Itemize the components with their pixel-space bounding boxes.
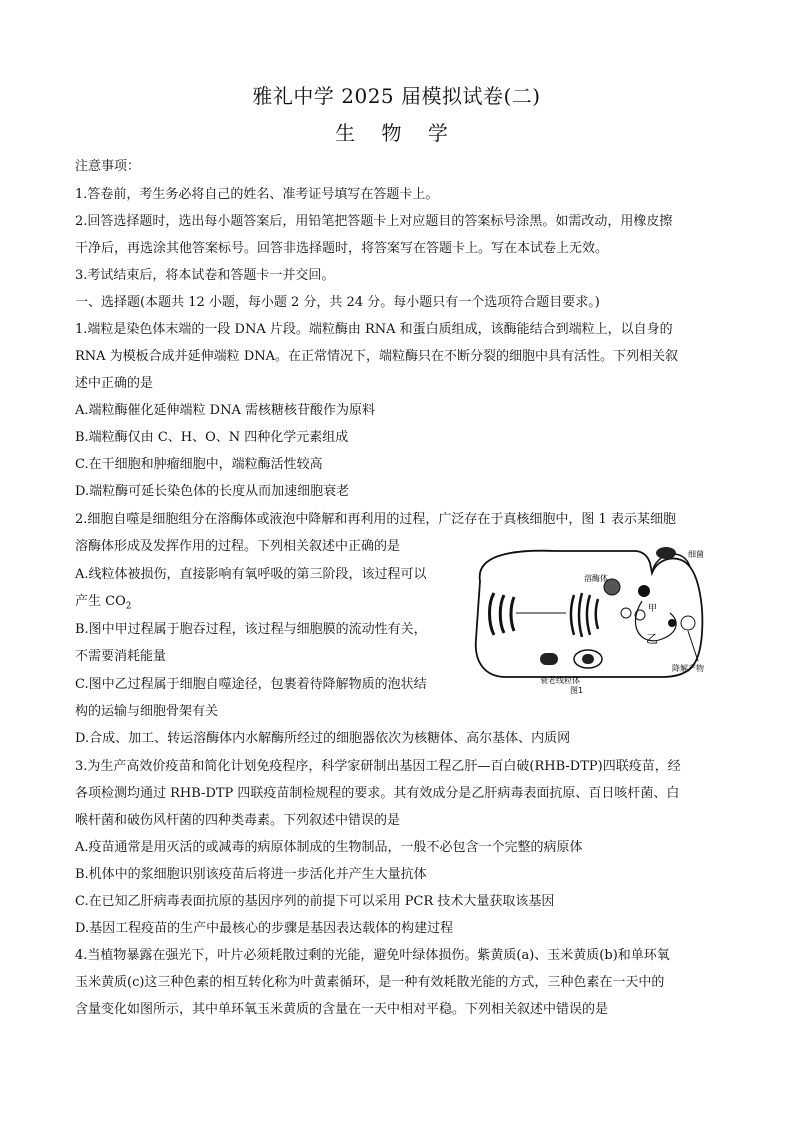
q4-stem-line-3: 含量变化如图所示，其中单环氧玉米黄质的含量在一天中相对平稳。下列相关叙述中错误的是 — [75, 1002, 609, 1017]
cell-diagram-svg — [466, 543, 718, 695]
figure-1-lysosome-diagram — [466, 543, 718, 695]
note-item-3: 3.考试结束后，将本试卷和答题卡一并交回。 — [75, 268, 335, 283]
q1-option-a: A.端粒酶催化延伸端粒 DNA 需核糖核苷酸作为原料 — [75, 403, 375, 418]
lysosome-label: 溶酶体 — [584, 574, 608, 583]
q2-option-c-line-2: 构的运输与细胞骨架有关 — [75, 704, 219, 719]
er-stack-1 — [490, 593, 495, 635]
notes-heading: 注意事项： — [75, 159, 141, 174]
co2-subscript: 2 — [125, 601, 132, 612]
q3-option-c: C.在已知乙肝病毒表面抗原的基因序列的前提下可以采用 PCR 技术大量获取该基因 — [75, 894, 555, 909]
figure-caption: 图1 — [570, 686, 584, 695]
q2-option-c-line-1: C.图中乙过程属于细胞自噬途径，包裹着待降解物质的泡状结 — [75, 677, 427, 692]
q1-stem-line-2: RNA 为模板合成并延伸端粒 DNA。在正常情况下，端粒酶只在不断分裂的细胞中具有活性。下列相关叙 — [75, 349, 679, 364]
q4-stem-line-2: 玉米黄质(c)这三种色素的相互转化称为叶黄素循环，是一种有效耗散光能的方式，三种色素在一天中的 — [75, 975, 665, 990]
vesicle-1 — [621, 608, 631, 618]
q1-option-d: D.端粒酶可延长染色体的长度从而加速细胞衰老 — [75, 484, 350, 499]
q2-option-a-line-2 — [75, 592, 131, 612]
q1-option-b: B.端粒酶仅由 C、H、O、N 四种化学元素组成 — [75, 430, 349, 445]
q1-stem-line-3: 述中正确的是 — [75, 376, 154, 391]
q3-stem-line-1: 3.为生产高效价疫苗和简化计划免疫程序，科学家研制出基因工程乙肝—百白破(RHB-DTP)四联疫苗，经 — [75, 759, 681, 774]
section-heading: 一、选择题(本题共 12 小题，每小题 2 分，共 24 分。每小题只有一个选项符合题目要求。) — [75, 295, 600, 310]
note-item-2-line-1: 2.回答选择题时，选出每小题答案后，用铅笔把答题卡上对应题目的答案标号涂黑。如需改动，用橡皮擦 — [75, 214, 673, 229]
q3-stem-line-3: 喉杆菌和破伤风杆菌的四种类毒素。下列叙述中错误的是 — [75, 813, 401, 828]
note-item-1: 1.答卷前，考生务必将自己的姓名、准考证号填写在答题卡上。 — [75, 187, 439, 202]
q3-stem-line-2: 各项检测均通过 RHB-DTP 四联疫苗制检规程的要求。其有效成分是乙肝病毒表面抗原、百日咳杆菌、白 — [75, 786, 680, 801]
phagosome — [638, 585, 650, 597]
q3-option-d: D.基因工程疫苗的生产中最核心的步骤是基因表达载体的构建过程 — [75, 921, 454, 936]
residual-body — [681, 616, 695, 630]
er-stack-2 — [500, 595, 504, 633]
bacteria-label: 细菌 — [688, 550, 704, 559]
golgi-apparatus — [571, 593, 598, 637]
er-stack-3 — [511, 597, 514, 631]
product-arrow — [688, 631, 698, 661]
bacterium-shape — [656, 547, 676, 559]
q2-stem-line-1: 2.细胞自噬是细胞组分在溶酶体或液泡中降解和再利用的过程，广泛存在于真核细胞中，图 1 表示某细胞 — [75, 512, 676, 527]
q2-stem-line-2: 溶酶体形成及发挥作用的过程。下列相关叙述中正确的是 — [75, 539, 401, 554]
note-item-2-line-2: 干净后，再选涂其他答案标号。回答非选择题时，将答案写在答题卡上。写在本试卷上无效。 — [75, 241, 609, 256]
process-jia-label: 甲 — [648, 604, 658, 614]
q3-option-a: A.疫苗通常是用灭活的或减毒的病原体制成的生物制品，一般不必包含一个完整的病原体 — [75, 840, 583, 855]
subject-title: 生 物 学 — [335, 121, 458, 145]
mitochondria-label: 衰老线粒体 — [540, 676, 580, 685]
q2-option-d: D.合成、加工、转运溶酶体内水解酶所经过的细胞器依次为核糖体、高尔基体、内质网 — [75, 731, 571, 746]
q3-option-b: B.机体中的浆细胞识别该疫苗后将进一步活化并产生大量抗体 — [75, 867, 427, 882]
q2-option-b-line-2: 不需要消耗能量 — [75, 649, 167, 664]
q1-option-c: C.在干细胞和肿瘤细胞中，端粒酶活性较高 — [75, 457, 323, 472]
products-label: 降解产物 — [672, 664, 704, 673]
q2-option-a-text: 产生 CO — [75, 594, 126, 609]
q2-option-b-line-1: B.图中甲过程属于胞吞过程，该过程与细胞膜的流动性有关， — [75, 622, 427, 637]
q4-stem-line-1: 4.当植物暴露在强光下，叶片必须耗散过剩的光能，避免叶绿体损伤。紫黄质(a)、玉米黄质(b)和单环氧 — [75, 948, 670, 963]
fusion-dot — [668, 619, 676, 627]
q1-stem-line-1: 1.端粒是染色体末端的一段 DNA 片段。端粒酶由 RNA 和蛋白质组成，该酶能结合到端粒上，以自身的 — [75, 322, 673, 337]
process-yi-label: 乙 — [646, 632, 659, 646]
damaged-mito-1 — [540, 653, 558, 665]
damaged-mito-2 — [582, 654, 594, 664]
q2-option-a-line-1: A.线粒体被损伤，直接影响有氧呼吸的第三阶段，该过程可以 — [75, 567, 427, 582]
exam-title: 雅礼中学 2025 届模拟试卷(二) — [252, 84, 541, 108]
